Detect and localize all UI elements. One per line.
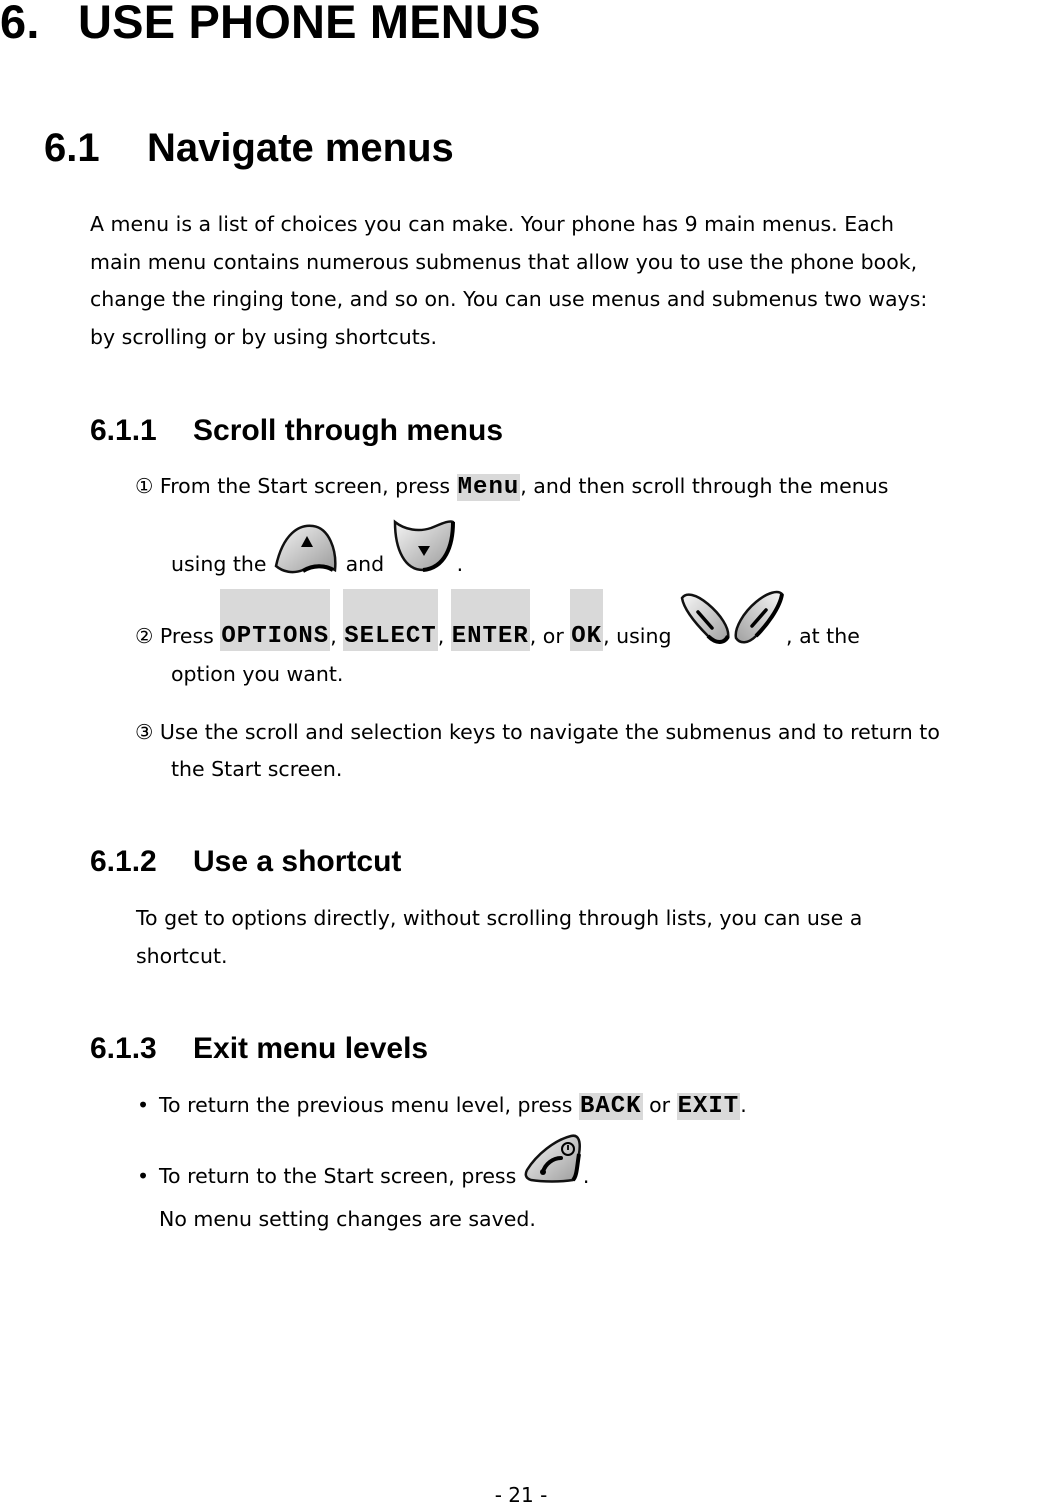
step-text: , and then scroll through the menus: [520, 474, 889, 498]
step-text: .: [456, 552, 464, 576]
step-1: [135, 474, 888, 501]
bullet-text: To return to the Start screen, press: [159, 1164, 523, 1188]
subsection-title: Exit menu levels: [193, 1032, 429, 1065]
step-text: Press: [153, 624, 221, 648]
exit-bullet-2: [137, 1134, 589, 1191]
step-text: the Start screen.: [171, 757, 343, 781]
bullet-text: To return the previous menu level, press: [159, 1093, 579, 1117]
step-text: using the: [171, 552, 274, 576]
step-1-continued: [171, 516, 463, 579]
subsection-heading-shortcut: [90, 845, 401, 879]
exit-key-label: EXIT: [677, 1093, 740, 1120]
left-soft-key-icon: [678, 588, 732, 651]
intro-line: change the ringing tone, and so on. You can use menus and submenus two ways:: [90, 287, 928, 311]
intro-line: by scrolling or by using shortcuts.: [90, 324, 437, 349]
menu-key-label: Menu: [457, 474, 520, 501]
chapter-heading: [0, 0, 541, 49]
step-text: , or: [529, 624, 571, 648]
step-marker: ①: [135, 474, 154, 498]
right-soft-key-icon: [732, 588, 786, 651]
subsection-number: 6.1.1: [90, 414, 157, 447]
scroll-down-key-icon: [391, 516, 457, 579]
bullet-text: .: [582, 1164, 590, 1188]
subsection-number: 6.1.3: [90, 1032, 157, 1065]
intro-paragraph: [90, 206, 1042, 356]
chapter-number: 6.: [0, 0, 40, 48]
bullet: •: [137, 1093, 150, 1117]
step-text: option you want.: [171, 662, 344, 686]
subsection-heading-scroll: [90, 414, 503, 448]
step-text: , using: [603, 624, 679, 648]
step-3-continued: [171, 757, 342, 781]
intro-line: main menu contains numerous submenus that allow you to use the phone book,: [90, 249, 918, 274]
step-text: ,: [437, 624, 451, 648]
chapter-title: USE PHONE MENUS: [78, 0, 541, 48]
bullet: •: [137, 1164, 150, 1188]
exit-note: No menu setting changes are saved.: [159, 1207, 536, 1231]
select-key-label: SELECT: [343, 589, 437, 651]
ok-key-label: OK: [570, 589, 603, 651]
options-key-label: OPTIONS: [220, 589, 330, 651]
subsection-title: Scroll through menus: [193, 414, 504, 447]
step-text: , at the: [786, 624, 860, 648]
back-key-label: BACK: [579, 1093, 642, 1120]
step-text: ,: [330, 624, 344, 648]
intro-line: A menu is a list of choices you can make. Your phone has 9 main menus. Each: [90, 212, 894, 236]
bullet-text: .: [740, 1093, 747, 1117]
step-3: [135, 720, 940, 744]
section-number: 6.1: [44, 126, 100, 170]
step-text: Use the scroll and selection keys to navigate the submenus and to return to: [153, 720, 940, 744]
end-power-key-icon: [523, 1134, 583, 1191]
shortcut-paragraph-line: To get to options directly, without scrolling through lists, you can use a: [136, 906, 863, 930]
bullet-text: or: [642, 1093, 677, 1117]
scroll-up-key-icon: [273, 520, 339, 579]
step-text: From the Start screen, press: [153, 474, 457, 498]
step-text: and: [339, 552, 391, 576]
subsection-number: 6.1.2: [90, 845, 157, 878]
section-title: Navigate menus: [147, 126, 454, 170]
step-2-continued: [171, 662, 343, 686]
step-marker: ②: [135, 624, 154, 648]
section-heading: [44, 126, 454, 171]
exit-bullet-1: [137, 1093, 747, 1120]
subsection-heading-exit: [90, 1032, 428, 1066]
subsection-title: Use a shortcut: [193, 845, 402, 878]
enter-key-label: ENTER: [451, 589, 530, 651]
step-marker: ③: [135, 720, 154, 744]
shortcut-paragraph-line: shortcut.: [136, 944, 228, 968]
step-2: [135, 588, 860, 651]
page-number: - 21 -: [494, 1483, 548, 1507]
